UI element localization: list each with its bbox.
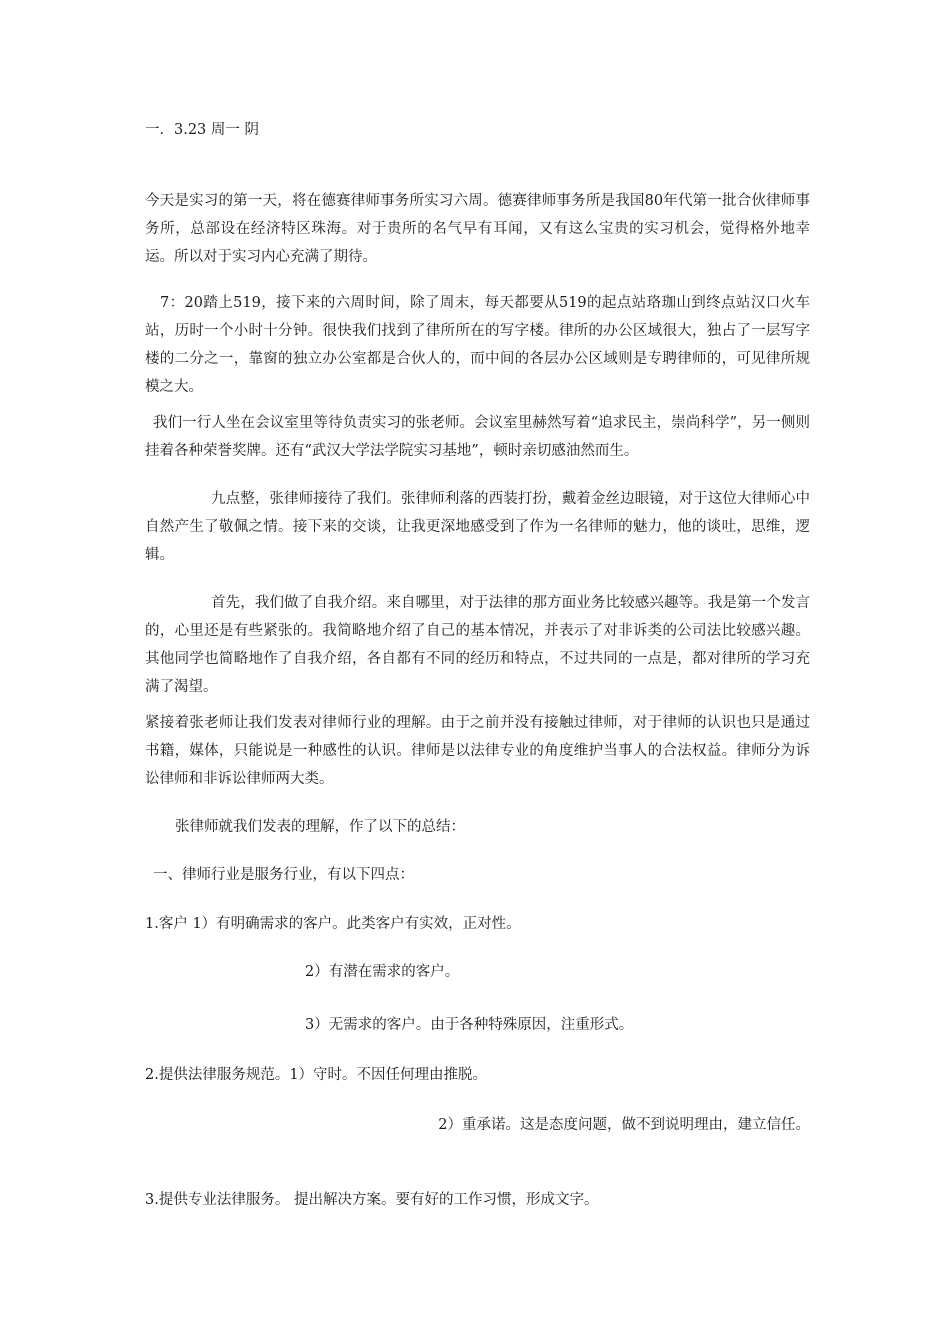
paragraph-intro: 今天是实习的第一天，将在德赛律师事务所实习六周。德赛律师事务所是我国80年代第一批合伙律师事务所，总部设在经济特区珠海。对于贵所的名气早有耳闻，又有这么宝贵的实习机会，觉得格外地幸运。所以对于实习内心充满了期待。 bbox=[145, 193, 810, 265]
paragraph-understanding: 紧接着张老师让我们发表对律师行业的理解。由于之前并没有接触过律师，对于律师的认识也只是通过书籍，媒体，只能说是一种感性的认识。律师是以法律专业的角度维护当事人的合法权益。律师分为诉讼律师和非诉讼律师两大类。 bbox=[145, 715, 810, 787]
list-item-client-2: 2）有潜在需求的客户。 bbox=[305, 964, 460, 980]
list-item-professional-service: 3.提供专业法律服务。 提出解决方案。要有好的工作习惯，形成文字。 bbox=[145, 1192, 599, 1208]
list-item-service-norms: 2.提供法律服务规范。1）守时。不因任何理由推脱。 bbox=[145, 1067, 488, 1083]
date-heading: 一．3.23 周一 阴 bbox=[145, 122, 260, 138]
paragraph-self-introduction: 首先，我们做了自我介绍。来自哪里，对于法律的那方面业务比较感兴趣等。我是第一个发言的，心里还是有些紧张的。我简略地介绍了自己的基本情况，并表示了对非诉类的公司法比较感兴趣。其他同学也简略地作了自我介绍，各自都有不同的经历和特点，不过共同的一点是，都对律所的学习充满了渴望。 bbox=[145, 595, 810, 695]
paragraph-summary-intro: 张律师就我们发表的理解，作了以下的总结： bbox=[175, 819, 465, 835]
list-item-client-3: 3）无需求的客户。由于各种特殊原因，注重形式。 bbox=[305, 1017, 634, 1033]
paragraph-lawyer-reception: 九点整，张律师接待了我们。张律师利落的西装打扮，戴着金丝边眼镜，对于这位大律师心中自然产生了敬佩之情。接下来的交谈，让我更深地感受到了作为一名律师的魅力，他的谈吐，思维，逻辑。 bbox=[145, 491, 810, 563]
list-heading: 一、律师行业是服务行业，有以下四点： bbox=[153, 867, 414, 883]
list-item-client-1: 1.客户 1）有明确需求的客户。此类客户有实效，正对性。 bbox=[145, 916, 521, 932]
paragraph-meeting-room: 我们一行人坐在会议室里等待负责实习的张老师。会议室里赫然写着“追求民主，崇尚科学”，另一侧则挂着各种荣誉奖牌。还有“武汉大学法学院实习基地”，顿时亲切感油然而生。 bbox=[145, 415, 810, 459]
list-item-promise-text: 2）重承诺。这是态度问题，做不到说明理由，建立信任。 bbox=[438, 1117, 810, 1133]
list-item-promise bbox=[145, 1111, 810, 1139]
paragraph-commute: 7：20踏上519，接下来的六周时间，除了周末，每天都要从519的起点站珞珈山到终点站汉口火车站，历时一个小时十分钟。很快我们找到了律所所在的写字楼。律所的办公区域很大，独占了一层写字楼的二分之一，靠窗的独立办公室都是合伙人的，而中间的各层办公区域则是专聘律师的，可见律所规模之大。 bbox=[145, 295, 810, 395]
